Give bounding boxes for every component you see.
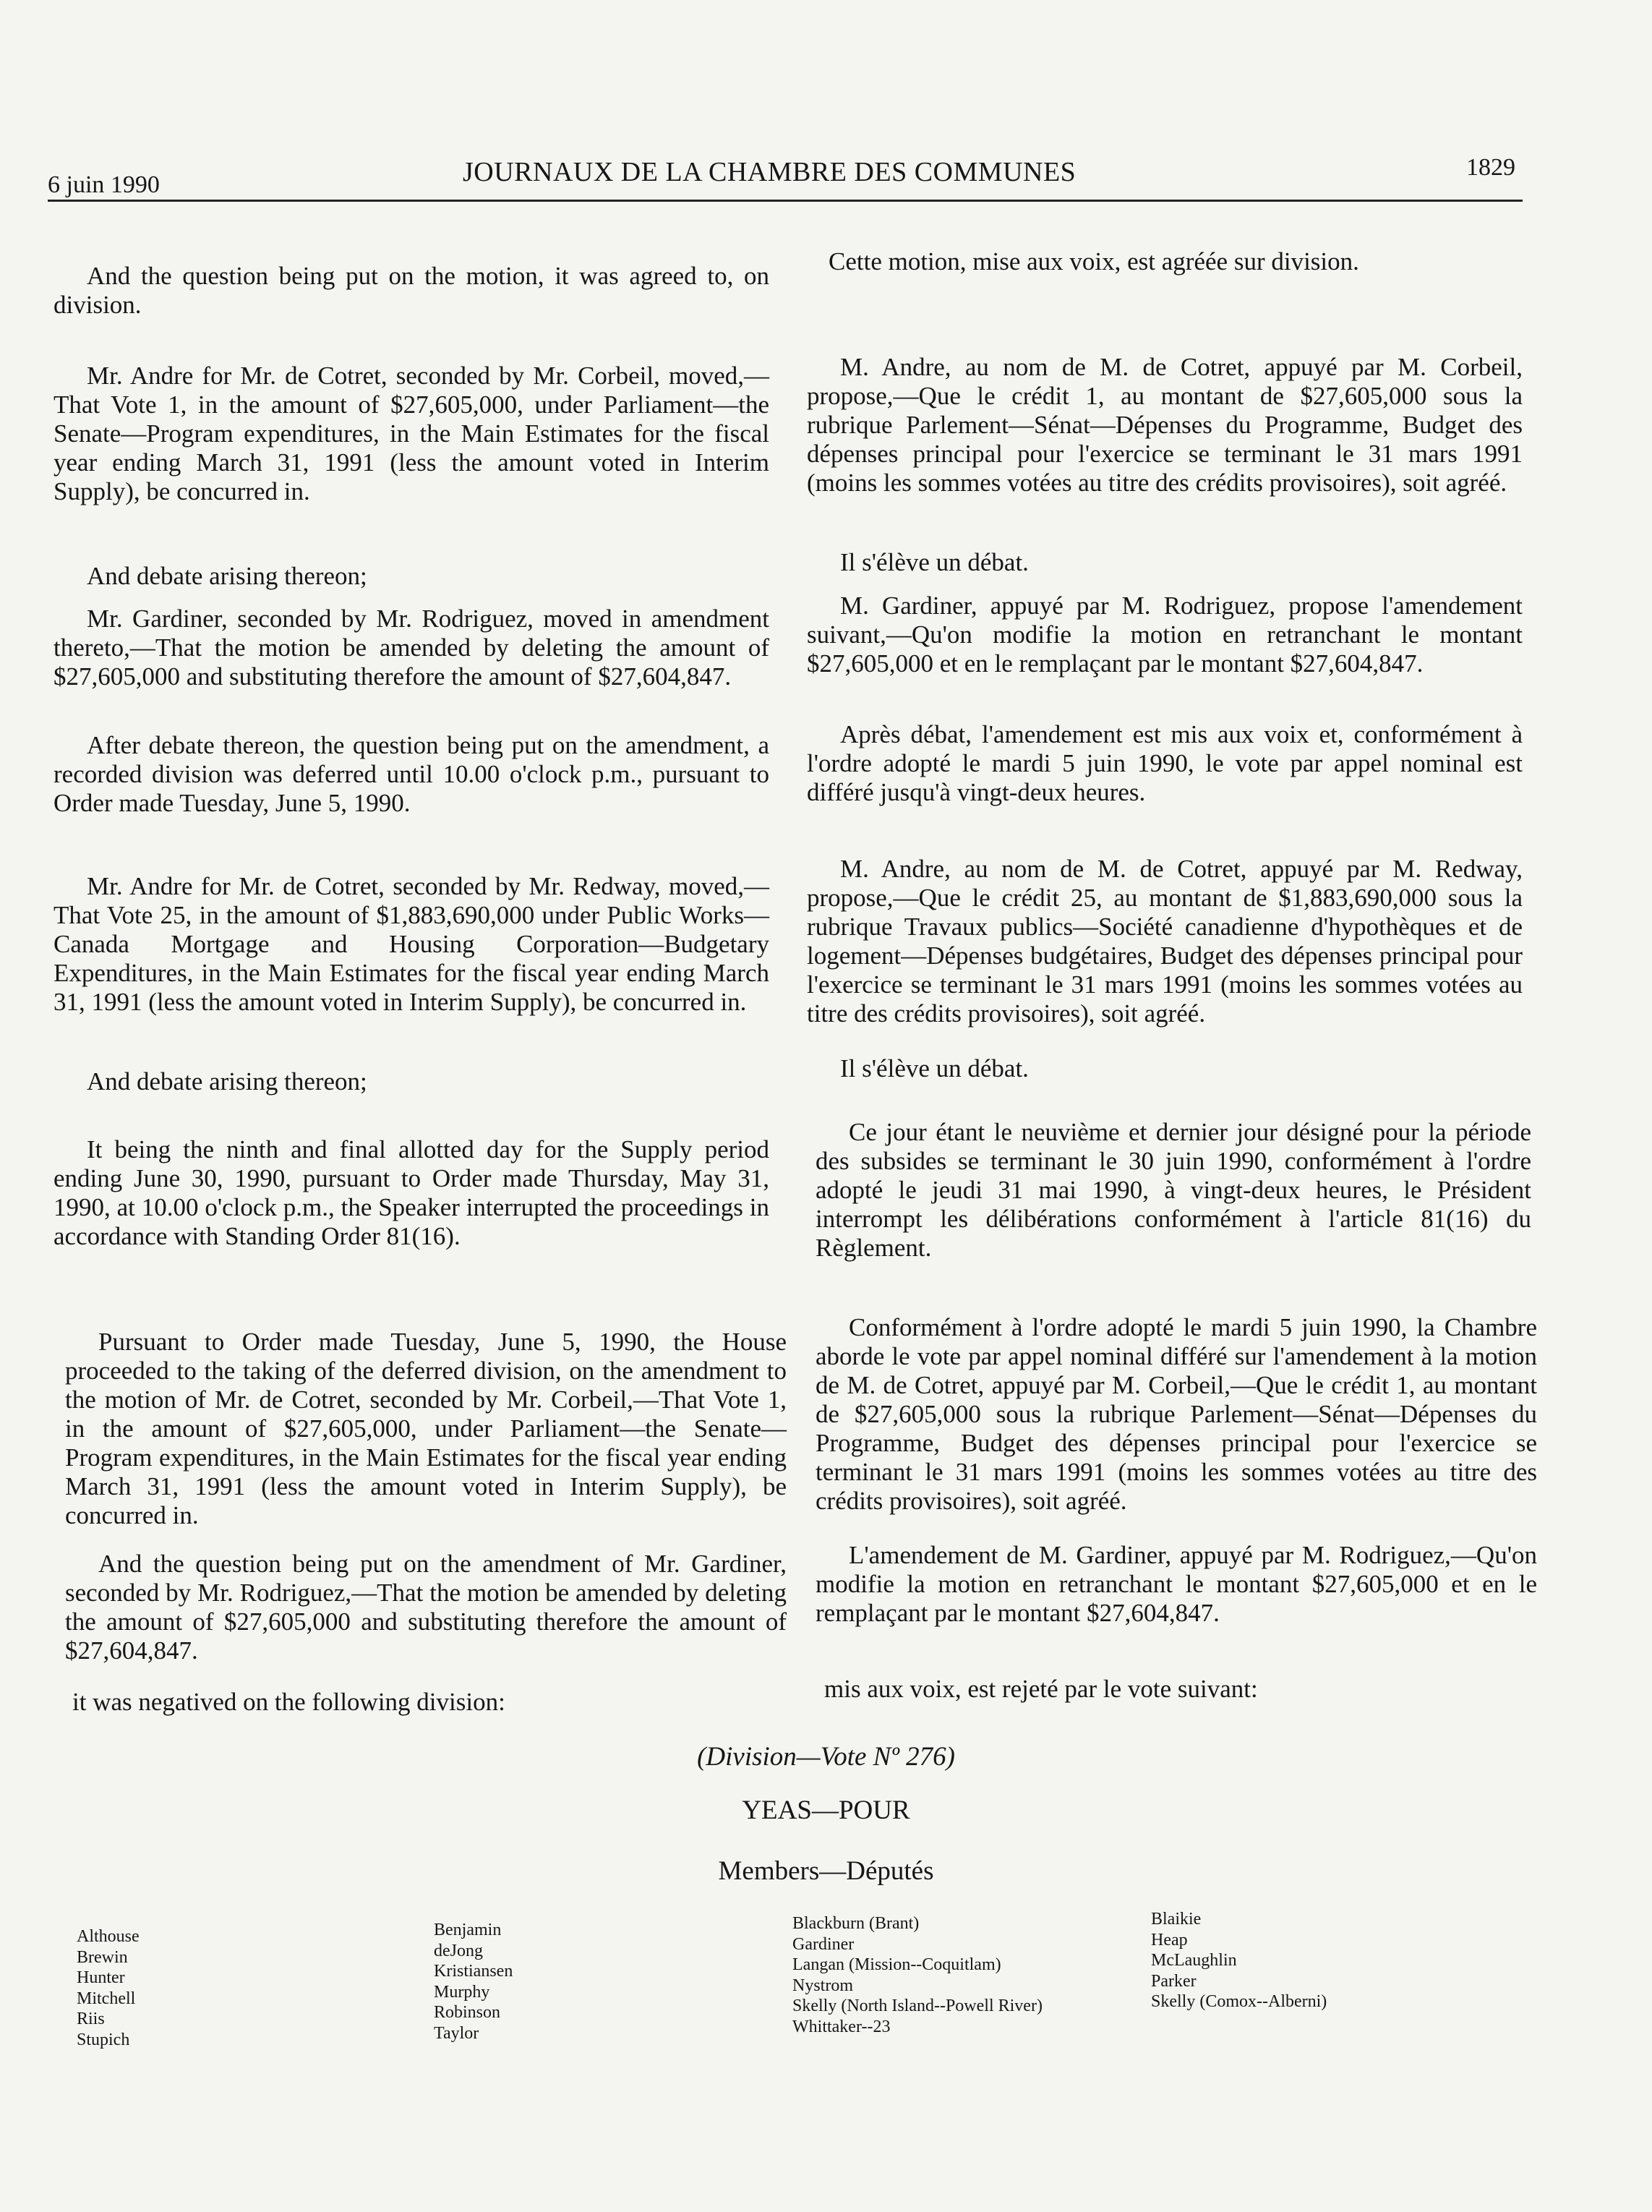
member-name: Skelly (Comox--Alberni) [1151,1992,1327,2011]
header-title: JOURNAUX DE LA CHAMBRE DES COMMUNES [463,157,1077,187]
header-date: 6 juin 1990 [48,171,160,198]
member-name: Parker [1151,1971,1197,1991]
fr-paragraph: M. Andre, au nom de M. de Cotret, appuyé par M. Redway, propose,—Que le crédit 25, au montant de $1,883,690,000 sous la rubrique Travaux publics—Société canadienne d'hypothèques et de logement—Dépenses budgétaires, Budget des dépenses principal pour l'exercice se terminant le 31 mars 1991 (moins les sommes votées au titre des crédits provisoires), soit agréé. [807,855,1523,1028]
en-paragraph: Mr. Andre for Mr. de Cotret, seconded by Mr. Redway, moved,—That Vote 25, in the amount of $1,883,690,000 under Public Works—Canada Mortgage and Housing Corporation—Budgetary Expenditures, in the Main Estimates for the fiscal year ending March 31, 1991 (less the amount voted in Interim Supply), be concurred in. [54,872,769,1016]
fr-paragraph: mis aux voix, est rejeté par le vote suivant: [824,1675,1258,1703]
fr-paragraph: Après débat, l'amendement est mis aux voix et, conformément à l'ordre adopté le mardi 5 juin 1990, le vote par appel nominal est différé jusqu'à vingt-deux heures. [807,720,1523,806]
fr-paragraph: Ce jour étant le neuvième et dernier jour désigné pour la période des subsides se terminant le 30 juin 1990, conformément à l'ordre adopté le jeudi 31 mai 1990, à vingt-deux heures, le Président interrompt les délibérations conformément à l'article 81(16) du Règlement. [816,1118,1531,1262]
member-name: Robinson [434,2003,501,2022]
member-name: Nystrom [792,1976,853,1995]
en-paragraph: It being the ninth and final allotted day for the Supply period ending June 30, 1990, pursuant to Order made Thursday, May 31, 1990, at 10.00 o'clock p.m., the Speaker interrupted the proceedings in accordance with Standing Order 81(16). [54,1135,769,1250]
names-column-1 [77,1926,140,2050]
member-name: Benjamin [434,1921,502,1939]
member-name: Langan (Mission--Coquitlam) [792,1955,1001,1974]
en-paragraph: Mr. Andre for Mr. de Cotret, seconded by Mr. Corbeil, moved,—That Vote 1, in the amount of $27,605,000, under Parliament—the Senate—Program expenditures, in the Main Estimates for the fiscal year ending March 31, 1991 (less the amount voted in Interim Supply), be concurred in. [54,362,769,505]
en-paragraph: And the question being put on the motion, it was agreed to, on division. [54,262,769,319]
member-name: Gardiner [792,1934,855,1954]
member-name: Murphy [434,1982,490,2002]
member-name: McLaughlin [1151,1951,1237,1970]
en-paragraph: Mr. Gardiner, seconded by Mr. Rodriguez, moved in amendment thereto,—That the motion be amended by deleting the amount of $27,605,000 and substituting therefore the amount of $27,604,847. [54,605,769,691]
member-name: Taylor [434,2023,479,2043]
member-name: deJong [434,1941,483,1960]
en-paragraph: Pursuant to Order made Tuesday, June 5, 1990, the House proceeded to the taking of the deferred division, on the amendment to the motion of Mr. de Cotret, seconded by Mr. Corbeil,—That Vote 1, in the amount of $27,605,000, under Parliament—the Senate—Program expenditures, in the Main Estimates for the fiscal year ending March 31, 1991 (less the amount voted in Interim Supply), be concurred in. [65,1328,787,1529]
division-label: (Division—Vote Nº 276) [697,1742,955,1772]
en-paragraph: And debate arising thereon; [87,562,367,590]
member-name: Kristiansen [434,1962,513,1981]
names-column-2 [434,1920,513,2044]
header-rule [48,200,1523,202]
header-page-number: 1829 [1466,154,1515,181]
member-name: Riis [77,2010,105,2028]
en-paragraph: And debate arising thereon; [87,1067,367,1096]
fr-paragraph: Il s'élève un débat. [840,1054,1029,1082]
member-name: Mitchell [77,1989,136,2008]
member-name: Blaikie [1151,1910,1202,1929]
member-name: Brewin [77,1947,128,1967]
member-name: Hunter [77,1968,125,1987]
en-paragraph: After debate thereon, the question being put on the amendment, a recorded division was deferred until 10.00 o'clock p.m., pursuant to Order made Tuesday, June 5, 1990. [54,731,769,817]
en-paragraph: And the question being put on the amendment of Mr. Gardiner, seconded by Mr. Rodriguez,—That the motion be amended by deleting the amount of $27,605,000 and substituting therefore the amount of $27,604,847. [65,1550,787,1665]
member-name: Whittaker--23 [792,2017,891,2036]
members-heading: Members—Députés [718,1856,934,1886]
yeas-heading: YEAS—POUR [742,1795,910,1825]
fr-paragraph: Cette motion, mise aux voix, est agréée sur division. [829,247,1359,276]
member-name: Heap [1151,1930,1188,1950]
names-column-3 [792,1913,1043,2037]
fr-paragraph: L'amendement de M. Gardiner, appuyé par M. Rodriguez,—Qu'on modifie la motion en retranchant le montant $27,605,000 et en le remplaçant par le montant $27,604,847. [816,1541,1537,1627]
member-name: Althouse [77,1927,140,1946]
fr-paragraph: Il s'élève un débat. [840,548,1029,576]
fr-paragraph: Conformément à l'ordre adopté le mardi 5 juin 1990, la Chambre aborde le vote par appel nominal différé sur l'amendement à la motion de M. de Cotret, appuyé par M. Corbeil,—Que le crédit 1, au montant de $27,605,000 sous la rubrique Parlement—Sénat—Dépenses du Programme, Budget des dépenses principal pour l'exercice se terminant le 31 mars 1991 (moins les sommes votées au titre des crédits provisoires), soit agréé. [816,1313,1537,1515]
member-name: Skelly (North Island--Powell River) [792,1997,1043,2015]
fr-paragraph: M. Andre, au nom de M. de Cotret, appuyé par M. Corbeil, propose,—Que le crédit 1, au montant de $27,605,000 sous la rubrique Parlement—Sénat—Dépenses du Programme, Budget des dépenses principal pour l'exercice se terminant le 31 mars 1991 (moins les sommes votées au titre des crédits provisoires), soit agréé. [807,353,1523,497]
fr-paragraph: M. Gardiner, appuyé par M. Rodriguez, propose l'amendement suivant,—Qu'on modifie la motion en retranchant le montant $27,605,000 et en le remplaçant par le montant $27,604,847. [807,592,1523,678]
en-paragraph: it was negatived on the following division: [72,1688,505,1716]
names-column-4 [1151,1909,1327,2012]
member-name: Stupich [77,2030,130,2049]
member-name: Blackburn (Brant) [792,1914,920,1933]
